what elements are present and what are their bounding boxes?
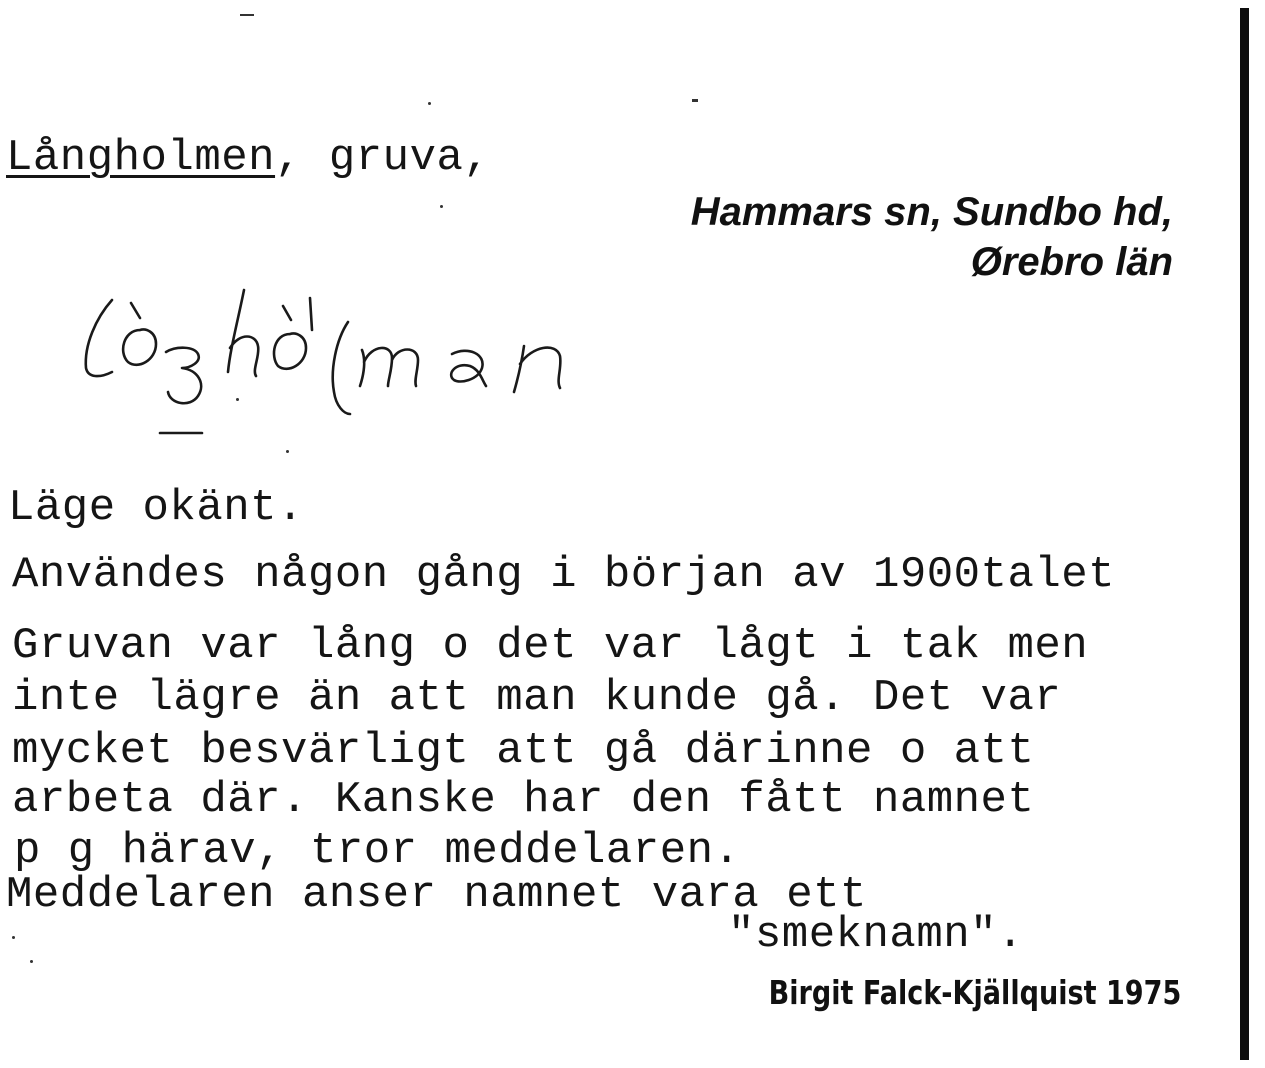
scan-speck	[286, 450, 289, 453]
headword: Långholmen	[6, 133, 276, 183]
description-line-4: arbeta där. Kanske har den fått namnet	[12, 775, 1035, 825]
description-line-5: p g härav, tror meddelaren.	[14, 826, 741, 876]
location-line-1: Hammars sn, Sundbo hd,	[690, 190, 1173, 234]
scan-speck	[30, 960, 33, 963]
informant-note-line-2: "smeknamn".	[728, 910, 1024, 960]
signature: Birgit Falck-Kjällquist 1975	[768, 973, 1181, 1012]
scan-speck	[428, 102, 431, 105]
heading-category: , gruva,	[275, 133, 491, 183]
scan-speck	[692, 99, 698, 102]
usage-note: Användes någon gång i början av 1900talet	[12, 550, 1116, 600]
scan-speck	[236, 398, 239, 401]
scan-speck	[240, 14, 254, 16]
description-line-2: inte lägre än att man kunde gå. Det var	[12, 673, 1062, 723]
location-note: Läge okänt.	[8, 483, 304, 533]
description-line-1: Gruvan var lång o det var lågt i tak men	[12, 621, 1089, 671]
scan-speck	[12, 936, 15, 939]
informant-note-line-1: Meddelaren anser namnet vara ett	[6, 870, 867, 920]
scan-speck	[440, 205, 443, 208]
location-line-2: Ørebro län	[970, 240, 1173, 284]
description-line-3: mycket besvärligt att gå därinne o att	[12, 726, 1035, 776]
